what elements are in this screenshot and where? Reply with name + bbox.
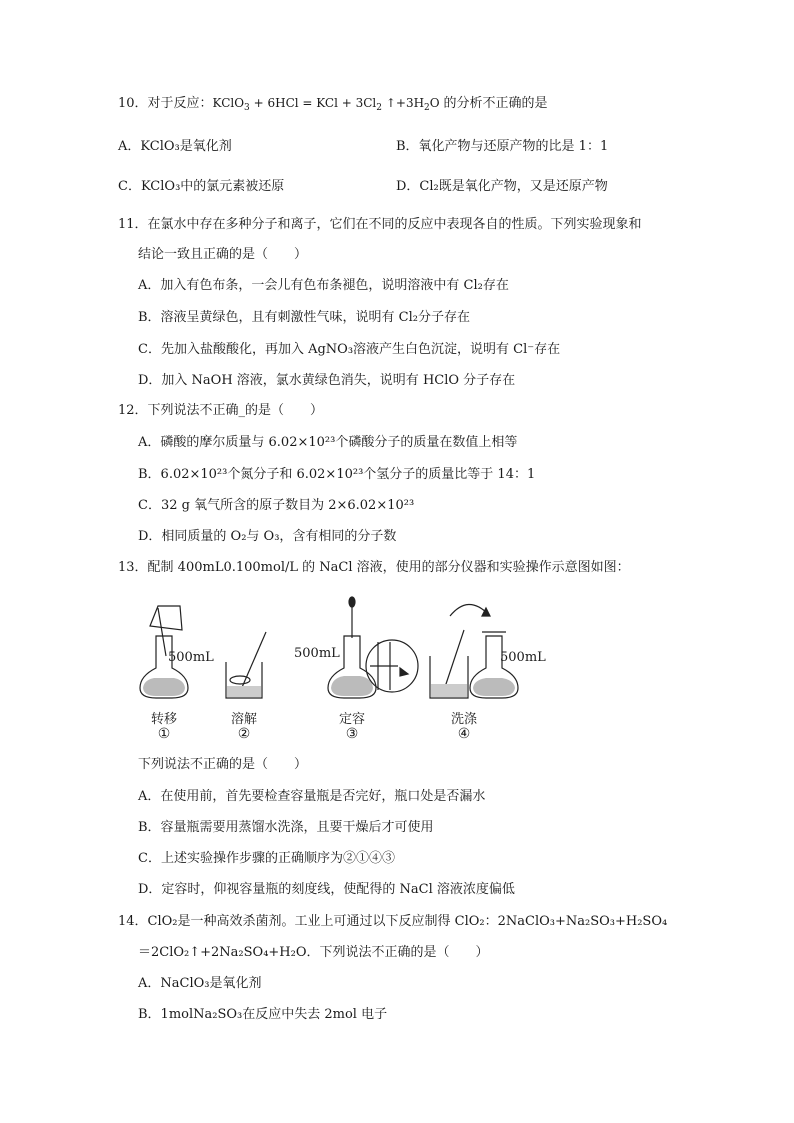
q10-stem-suffix: 的分析不正确的是: [443, 96, 548, 111]
q10-stem: [118, 94, 547, 113]
constant-volume-illustration: [328, 597, 418, 698]
q13-option-b: B．容量瓶需要用蒸馏水洗涤，且要干燥后才可使用: [138, 820, 434, 835]
q14-stem-line2: ＝2ClO₂↑+2Na₂SO₄+H₂O．下列说法不正确的是（ ）: [138, 945, 489, 960]
q13-option-c: C．上述实验操作步骤的正确顺序为②①④③: [138, 851, 395, 866]
q10-equation: KClO$_3$ + 6HCl = KCl + $3Cl_2$ $↑+3H_2O$: [212, 96, 444, 113]
q12-option-c: C．32 g 氧气所含的原子数目为 2×6.02×10²³: [138, 498, 415, 513]
step-num-3: ③: [345, 726, 359, 742]
step-name-constant-volume: 定容: [338, 712, 365, 727]
q10-option-a: A．KClO₃是氧化剂: [118, 139, 232, 154]
q11-option-c: C．先加入盐酸酸化，再加入 AgNO₃溶液产生白色沉淀，说明有 Cl⁻存在: [138, 342, 561, 357]
q14-stem-line1: 14．ClO₂是一种高效杀菌剂。工业上可通过以下反应制得 ClO₂：2NaClO₃+Na₂SO₃+H₂SO₄: [118, 914, 668, 929]
step-num-4: ④: [457, 726, 471, 742]
constant-volume-label: 500mL: [294, 646, 340, 661]
transfer-volume-label: 500mL: [168, 650, 214, 665]
q12-option-a: A．磷酸的摩尔质量与 6.02×10²³个磷酸分子的质量在数值上相等: [138, 435, 518, 450]
q11-option-a: A．加入有色布条，一会儿有色布条褪色，说明溶液中有 Cl₂存在: [138, 278, 509, 293]
q10-option-c: C．KClO₃中的氯元素被还原: [118, 179, 285, 194]
q11-option-d: D．加入 NaOH 溶液，氯水黄绿色消失，说明有 HClO 分子存在: [138, 373, 516, 388]
q11-stem-line2: 结论一致且正确的是（ ）: [138, 247, 308, 262]
dissolve-illustration: [226, 632, 266, 698]
step-num-2: ②: [237, 726, 251, 742]
washing-volume-label: 500mL: [500, 650, 546, 665]
q13-sub-stem: 下列说法不正确的是（ ）: [138, 757, 308, 772]
q14-option-b: B．1molNa₂SO₃在反应中失去 2mol 电子: [138, 1007, 388, 1022]
q12-option-b: B．6.02×10²³个氮分子和 6.02×10²³个氢分子的质量比等于 14：1: [138, 467, 536, 482]
q13-apparatus-figure: [130, 596, 570, 746]
step-name-washing: 洗涤: [450, 712, 477, 727]
q10-option-d: D．Cl₂既是氧化产物，又是还原产物: [396, 179, 608, 194]
q12-option-d: D．相同质量的 O₂与 O₃，含有相同的分子数: [138, 529, 397, 544]
q14-option-a: A．NaClO₃是氧化剂: [138, 976, 262, 991]
q13-stem: 13．配制 400mL0.100mol/L 的 NaCl 溶液，使用的部分仪器和实验操作示意图如图：: [118, 560, 630, 575]
q10-option-b: B．氧化产物与还原产物的比是 1：1: [396, 139, 609, 154]
q13-option-d: D．定容时，仰视容量瓶的刻度线，使配得的 NaCl 溶液浓度偏低: [138, 882, 515, 897]
q11-stem-line1: 11．在氯水中存在多种分子和离子，它们在不同的反应中表现各自的性质。下列实验现象和: [118, 217, 642, 232]
step-name-dissolve: 溶解: [230, 712, 257, 727]
step-name-transfer: 转移: [150, 712, 177, 727]
q12-stem: 12．下列说法不正确_的是（ ）: [118, 403, 324, 418]
step-num-1: ①: [157, 726, 171, 742]
q10-stem-prefix: 10．对于反应：: [118, 96, 213, 111]
q11-option-b: B．溶液呈黄绿色，且有刺激性气味，说明有 Cl₂分子存在: [138, 310, 471, 325]
q13-option-a: A．在使用前，首先要检查容量瓶是否完好，瓶口处是否漏水: [138, 789, 486, 804]
